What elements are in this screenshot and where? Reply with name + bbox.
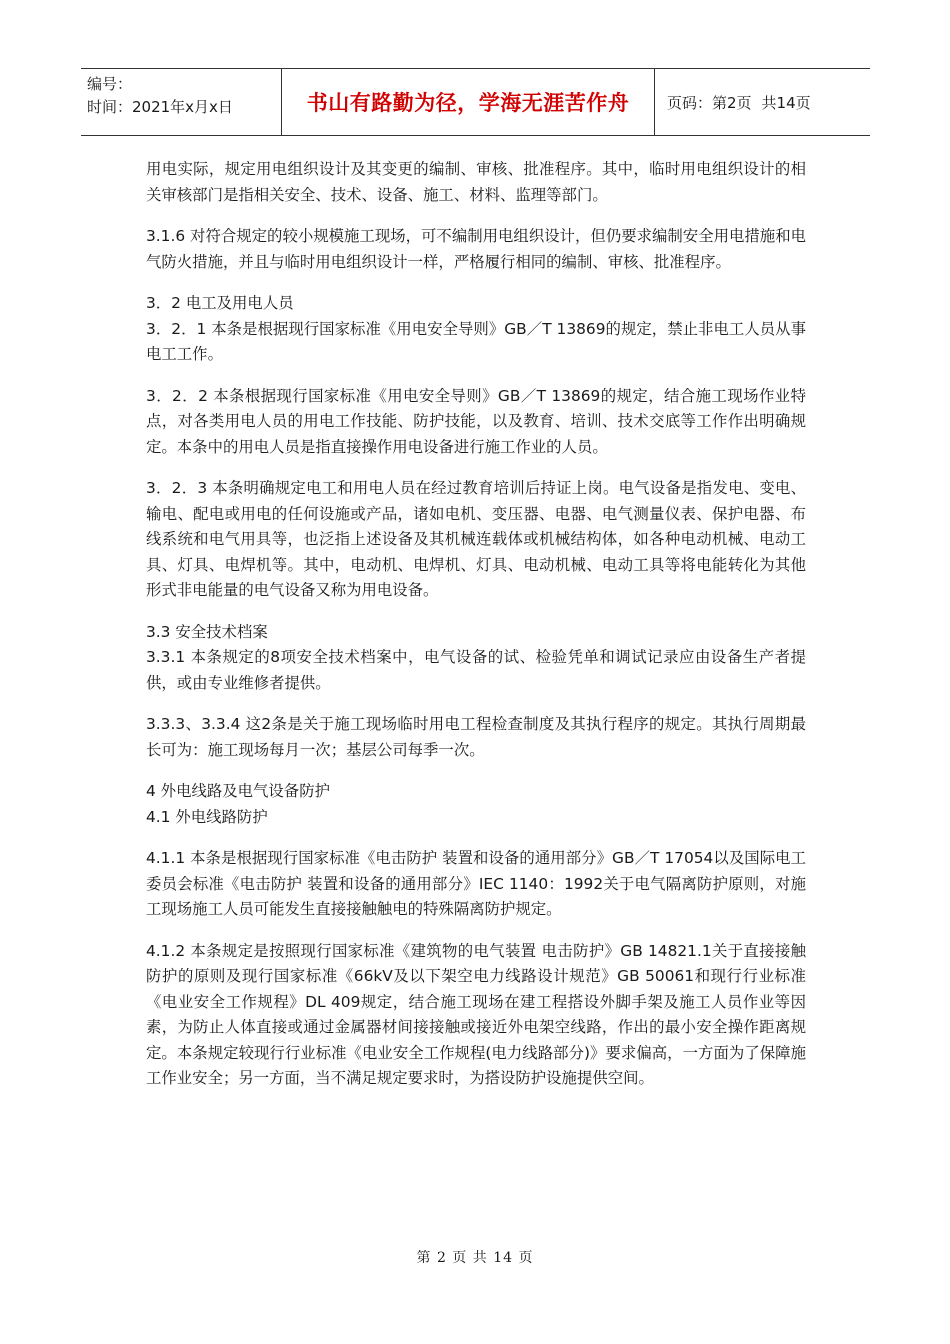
paragraph: 3.3.1 本条规定的8项安全技术档案中，电气设备的试、检验凭单和调试记录应由设备生产者提供，或由专业维修者提供。 xyxy=(146,648,806,692)
header-page-cell xyxy=(655,69,870,135)
page-total-label: 共14页 xyxy=(761,93,811,112)
paragraph: 3．2．2 本条根据现行国家标准《用电安全导则》GB／T 13869的规定，结合施工现场作业特点，对各类用电人员的用电工作技能、防护技能，以及教育、培训、技术交底等工作作出明确规定。本条中的用电人员是指直接操作用电设备进行施工作业的人员。 xyxy=(146,386,806,456)
chapter-heading: 4 外电线路及电气设备防护 xyxy=(146,782,330,800)
document-date: 时间：2021年x月x日 xyxy=(87,98,233,116)
section-heading: 3．2 电工及用电人员 xyxy=(146,294,294,312)
header-motto: 书山有路勤为径，学海无涯苦作舟 xyxy=(306,91,630,115)
paragraph: 3.3.3、3.3.4 这2条是关于施工现场临时用电工程检查制度及其执行程序的规定。其执行周期最长可为：施工现场每月一次；基层公司每季一次。 xyxy=(146,715,806,759)
section-heading: 3.3 安全技术档案 xyxy=(146,622,268,641)
document-number-label: 编号： xyxy=(87,75,133,93)
header-info-cell xyxy=(81,69,282,135)
paragraph: 3．2．1 本条是根据现行国家标准《用电安全导则》GB／T 13869的规定，禁止非电工人员从事电工工作。 xyxy=(146,319,806,363)
header-motto-cell xyxy=(282,69,655,135)
paragraph: 4.1.2 本条规定是按照现行国家标准《建筑物的电气装置 电击防护》GB 14821.1关于直接接触防护的原则及现行国家标准《66kV及以下架空电力线路设计规范》GB 50061和现行行业标准《电业安全工作规程》DL 409规定，结合施工现场在建工程搭设外脚手架及施工人员作业等因素，为防止人体直接或通过金属器材间接接触或接近外电架空线路，作出的最小安全操作距离规定。本条规定较现行行业标准《电业安全工作规程(电力线路部分)》要求偏高，一方面为了保障施工作业安全；另一方面，当不满足规定要求时，为搭设防护设施提供空间。 xyxy=(146,941,806,1087)
paragraph: 3.1.6 对符合规定的较小规模施工现场，可不编制用电组织设计，但仍要求编制安全用电措施和电气防火措施，并且与临时用电组织设计一样，严格履行相同的编制、审核、批准程序。 xyxy=(146,227,806,271)
paragraph: 用电实际，规定用电组织设计及其变更的编制、审核、批准程序。其中，临时用电组织设计的相关审核部门是指相关安全、技术、设备、施工、材料、监理等部门。 xyxy=(146,160,806,204)
document-body xyxy=(146,157,806,1108)
page-number-label: 页码：第2页 xyxy=(667,93,752,112)
paragraph: 4.1.1 本条是根据现行国家标准《电击防护 装置和设备的通用部分》GB／T 17054以及国际电工委员会标准《电击防护 装置和设备的通用部分》IEC 1140：1992关于电气隔离防护原则，对施工现场施工人员可能发生直接接触触电的特殊隔离防护规定。 xyxy=(146,849,806,918)
page-header xyxy=(81,68,870,136)
section-heading: 4.1 外电线路防护 xyxy=(146,807,268,826)
page-footer: 第 2 页 共 14 页 xyxy=(416,1250,534,1266)
paragraph: 3．2．3 本条明确规定电工和用电人员在经过教育培训后持证上岗。电气设备是指发电、变电、输电、配电或用电的任何设施或产品，诸如电机、变压器、电器、电气测量仪表、保护电器、布线系统和电气用具等，也泛指上述设备及其机械连载体或机械结构体，如各种电动机械、电动工具、灯具、电焊机等。其中，电动机、电焊机、灯具、电动机械、电动工具等将电能转化为其他形式非电能量的电气设备又称为用电设备。 xyxy=(146,479,806,599)
